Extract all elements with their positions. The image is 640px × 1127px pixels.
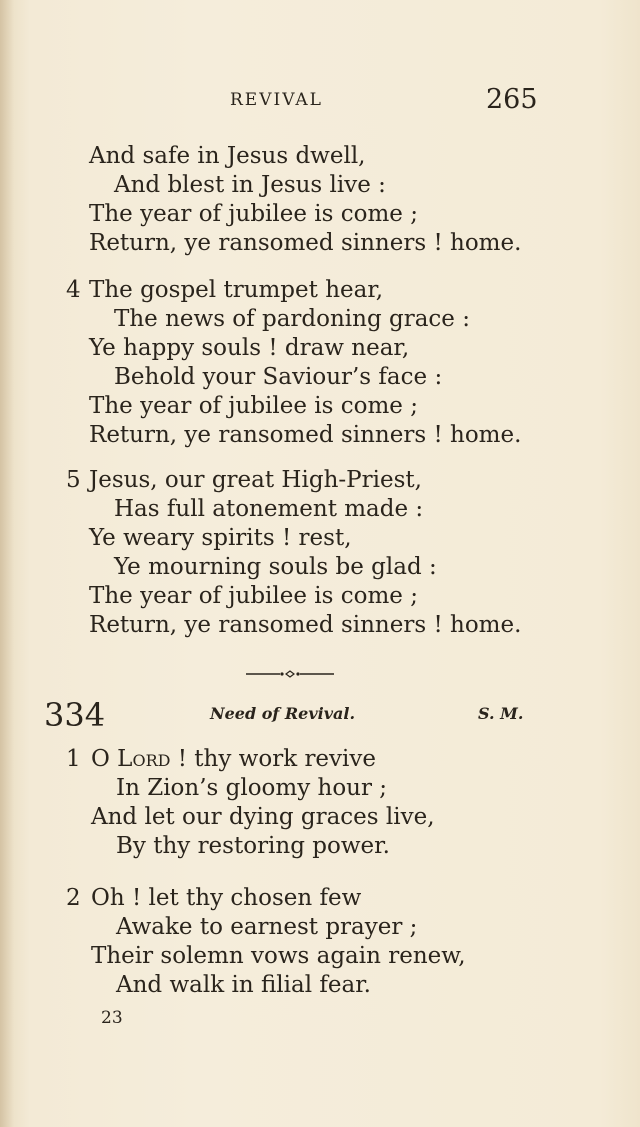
verse-line: And safe in Jesus dwell,	[89, 143, 366, 169]
signature-mark: 23	[101, 1008, 123, 1028]
verse-line: The year of jubilee is come ;	[89, 583, 418, 609]
line-rest: ! thy work revive	[170, 746, 376, 772]
verse-line: And let our dying graces live,	[91, 804, 435, 830]
verse-line: Ye happy souls ! draw near,	[89, 335, 410, 361]
stanza-number: 1	[66, 746, 81, 772]
hymn-title: Need of Revival.	[210, 704, 356, 723]
verse-line: Behold your Saviour’s face :	[114, 364, 443, 390]
running-head-title: REVIVAL	[230, 90, 323, 110]
verse-line: The news of pardoning grace :	[114, 306, 470, 332]
running-head	[0, 84, 640, 124]
verse-line: Has full atonement made :	[114, 496, 424, 522]
first-word: O	[91, 746, 118, 772]
verse-line: Return, ye ransomed sinners ! home.	[89, 422, 522, 448]
verse-line: Their solemn vows again renew,	[91, 943, 466, 969]
verse-line	[91, 745, 376, 773]
spine-shadow	[0, 0, 14, 1127]
verse-line: The gospel trumpet hear,	[89, 277, 384, 303]
verse-line: Ye weary spirits ! rest,	[89, 525, 352, 551]
verse-line: Return, ye ransomed sinners ! home.	[89, 230, 522, 256]
hymn-number: 334	[44, 696, 106, 734]
verse-line: And blest in Jesus live :	[114, 172, 386, 198]
verse-line: By thy restoring power.	[116, 833, 390, 859]
hymn-meter: S. M.	[478, 704, 524, 723]
verse-line: And walk in filial fear.	[116, 972, 371, 998]
page-number: 265	[486, 84, 538, 115]
verse-line: Jesus, our great High-Priest,	[89, 467, 422, 493]
lord-small-caps: Lord	[117, 746, 171, 772]
stanza-number: 5	[66, 467, 81, 493]
verse-line: Return, ye ransomed sinners ! home.	[89, 612, 522, 638]
ornament-divider	[246, 668, 334, 680]
verse-line: Ye mourning souls be glad :	[114, 554, 437, 580]
stanza-number: 4	[66, 277, 81, 303]
verse-line: Awake to earnest prayer ;	[116, 914, 418, 940]
verse-line: In Zion’s gloomy hour ;	[116, 775, 388, 801]
verse-line: Oh ! let thy chosen few	[91, 885, 362, 911]
stanza-number: 2	[66, 885, 81, 911]
hymn-heading	[0, 696, 640, 736]
verse-line: The year of jubilee is come ;	[89, 201, 418, 227]
verse-line: The year of jubilee is come ;	[89, 393, 418, 419]
